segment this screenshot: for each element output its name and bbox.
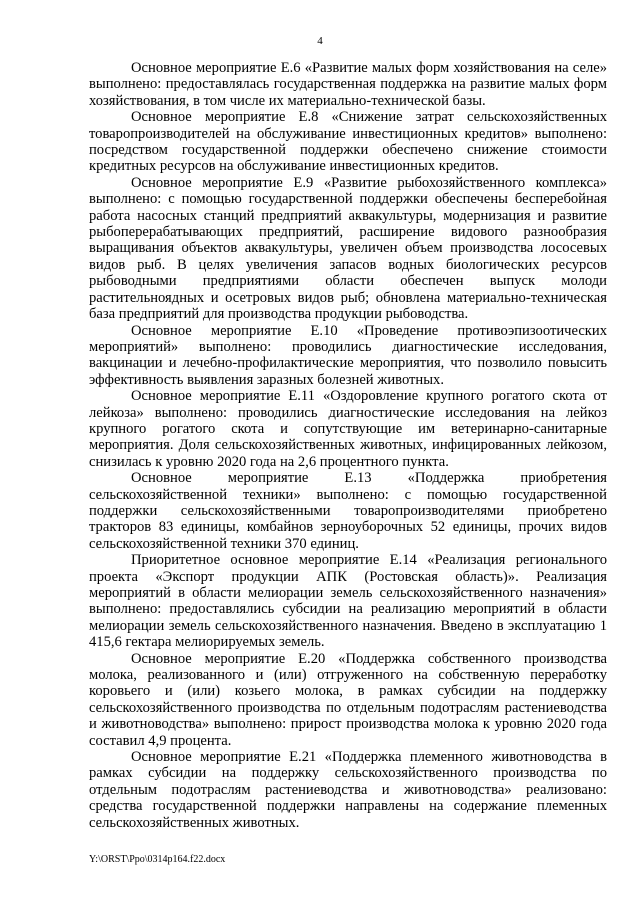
paragraph-e11: Основное мероприятие Е.11 «Оздоровление крупного рогатого скота от лейкоза» выполнено: проводились диагностические исследования на лейкоз крупного рогатого скота и сопутствующие им ветеринарно-санитарные мероприятия. Доля сельскохозяйственных животных, инфицированных лейкозом, снизилась к уровню 2020 года на 2,6 процентного пункта. (89, 388, 607, 470)
page-number: 4 (317, 35, 323, 47)
paragraph-e20: Основное мероприятие Е.20 «Поддержка собственного производства молока, реализованного и (или) отгруженного на собственную переработку коровьего и (или) козьего молока, в рамках субсидии на поддержку сельскохозяйственного производства по отдельным подотраслям растениеводства и животноводства» выполнено: прирост производства молока к уровню 2020 года составил 4,9 процента. (89, 650, 607, 749)
document-body (89, 60, 607, 831)
paragraph-e21: Основное мероприятие Е.21 «Поддержка племенного животноводства в рамках субсидии на поддержку сельскохозяйственного производства по отдельным подотраслям растениеводства и животноводства» реализовано: средства государственной поддержки направлены на содержание племенных сельскохозяйственных животных. (89, 749, 607, 831)
paragraph-e14: Приоритетное основное мероприятие Е.14 «Реализация регионального проекта «Экспорт продукции АПК (Ростовская область)». Реализация мероприятий в области мелиорации земель сельскохозяйственного назначения» выполнено: предоставлялись субсидии на реализацию мероприятий в области мелиорации земель сельскохозяйственного назначения. Введено в эксплуатацию 1 415,6 гектара мелиорируемых земель. (89, 552, 607, 651)
paragraph-e9: Основное мероприятие Е.9 «Развитие рыбохозяйственного комплекса» выполнено: с помощью государственной поддержки обеспечены бесперебойная работа насосных станций предприятий аквакультуры, модернизация и развитие рыбоперерабатывающих предприятий, расширение видового разнообразия выращивания объектов аквакультуры, увеличен объем производства лососевых видов рыб. В целях увеличения запасов водных биологических ресурсов рыбоводными предприятиями области обеспечен выпуск молоди растительноядных и осетровых видов рыб; обновлена материально-техническая база предприятий для производства продукции рыбоводства. (89, 174, 607, 323)
footer-file-path: Y:\ORST\Ppo\0314p164.f22.docx (89, 854, 226, 865)
paragraph-e6: Основное мероприятие Е.6 «Развитие малых форм хозяйствования на селе» выполнено: предоставлялась государственная поддержка на развитие малых форм хозяйствования, в том числе их материально-технической базы. (89, 60, 607, 109)
paragraph-e10: Основное мероприятие Е.10 «Проведение противоэпизоотических мероприятий» выполнено: проводились диагностические исследования, вакцинации и лечебно-профилактические мероприятия, что позволило повысить эффективность выявления заразных болезней животных. (89, 322, 607, 388)
paragraph-e8: Основное мероприятие Е.8 «Снижение затрат сельскохозяйственных товаропроизводителей на обслуживание инвестиционных кредитов» выполнено: посредством государственной поддержки обеспечено снижение стоимости кредитных ресурсов на обслуживание инвестиционных кредитов. (89, 109, 607, 175)
paragraph-e13: Основное мероприятие Е.13 «Поддержка приобретения сельскохозяйственной техники» выполнено: с помощью государственной поддержки сельскохозяйственными товаропроизводителями приобретено тракторов 83 единицы, комбайнов зерноуборочных 52 единицы, прочих видов сельскохозяйственной техники 370 единиц. (89, 470, 607, 552)
